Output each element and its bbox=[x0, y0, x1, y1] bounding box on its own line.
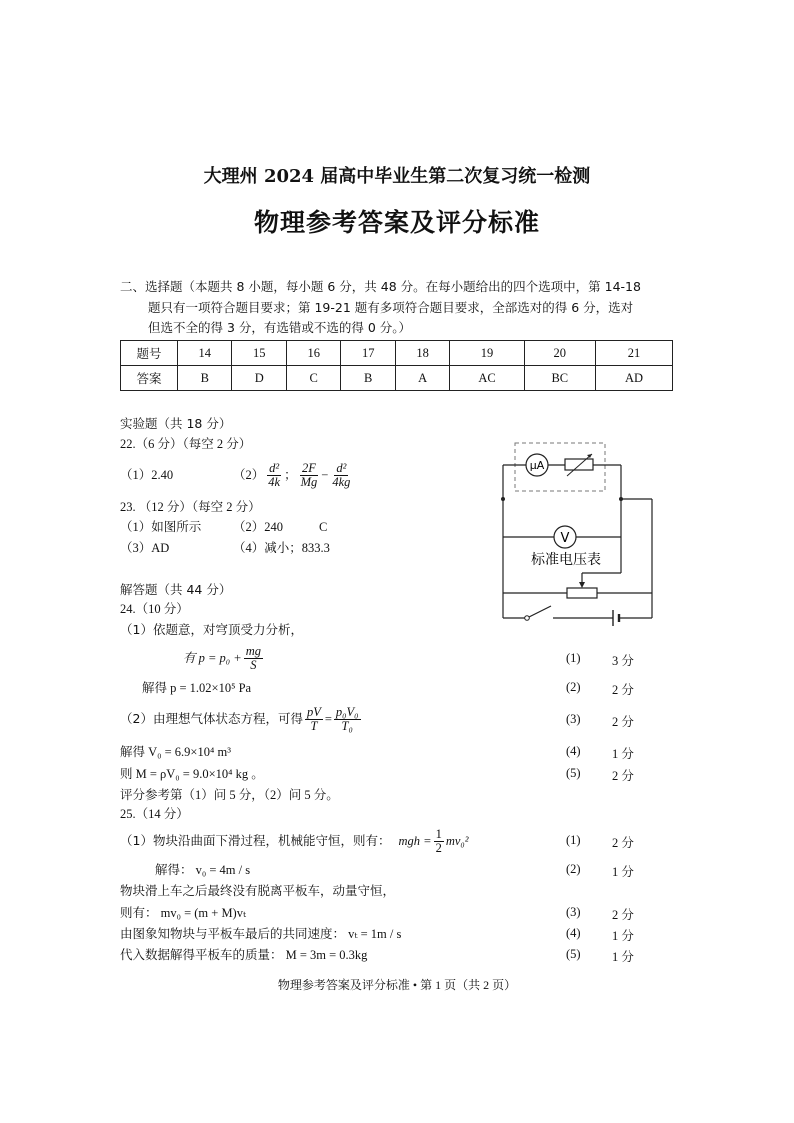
table-header-cell: 题号 bbox=[121, 341, 178, 366]
frac-denominator: T₀ bbox=[341, 718, 353, 733]
table-row-numbers bbox=[121, 341, 673, 366]
step-number: (1) bbox=[566, 651, 581, 665]
q22-fraction-3 bbox=[330, 462, 352, 489]
step-points: 2 分 bbox=[612, 769, 634, 783]
step-points: 2 分 bbox=[612, 683, 634, 697]
switch-icon bbox=[525, 616, 530, 621]
table-cell: 17 bbox=[341, 341, 395, 366]
q24-note: 评分参考第（1）问 5 分，（2）问 5 分。 bbox=[120, 788, 339, 802]
q22-heading: 22.（6 分）（每空 2 分） bbox=[120, 437, 252, 451]
q23-answer-2: （2）240 bbox=[233, 520, 284, 534]
voltmeter-label: V bbox=[560, 531, 570, 546]
q25-heading: 25.（14 分） bbox=[120, 807, 189, 821]
q24-eq3-prefix: （2）由理想气体状态方程，可得 bbox=[120, 711, 303, 726]
step-points: 2 分 bbox=[612, 908, 634, 922]
microammeter-label: μA bbox=[529, 459, 545, 472]
step-points: 1 分 bbox=[612, 929, 634, 943]
table-cell: AD bbox=[595, 366, 672, 391]
table-row-answers bbox=[121, 366, 673, 391]
q24-eq3 bbox=[120, 701, 363, 737]
mc-heading-line2: 题只有一项符合题目要求；第 19-21 题有多项符合题目要求，全部选对的得 6 分，选对 bbox=[148, 300, 634, 315]
step-number: (4) bbox=[566, 926, 581, 940]
exam-title: 大理州 2024 届高中毕业生第二次复习统一检测 bbox=[203, 166, 591, 187]
table-cell: B bbox=[341, 366, 395, 391]
q25-line3: 物块滑上车之后最终没有脱离平板车，动量守恒， bbox=[120, 883, 396, 898]
circuit-diagram bbox=[495, 438, 665, 630]
table-header-cell: 答案 bbox=[121, 366, 178, 391]
q25-line2: 解得： v₀ = 4m / s bbox=[155, 863, 251, 877]
slide-rheostat-icon bbox=[567, 588, 597, 598]
step-number: (5) bbox=[566, 947, 581, 961]
frac-numerator: d² bbox=[336, 460, 347, 475]
q24-eq5: 则 M = ρV₀ = 9.0×10⁴ kg 。 bbox=[120, 767, 264, 781]
q22-separator: ； bbox=[284, 468, 297, 482]
voltmeter-caption: 标准电压表 bbox=[531, 552, 601, 568]
q24-eq3-fraction-1 bbox=[305, 706, 323, 733]
table-cell: 14 bbox=[178, 341, 232, 366]
mc-heading-line1: 二、选择题（本题共 8 小题，每小题 6 分，共 48 分。在每小题给出的四个选项中，第 14-18 bbox=[120, 279, 641, 294]
solution-heading: 解答题（共 44 分） bbox=[120, 582, 232, 597]
step-number: (5) bbox=[566, 766, 581, 780]
q25-line5: 由图象知物块与平板车最后的共同速度： vₜ = 1m / s bbox=[120, 927, 402, 941]
table-cell: 21 bbox=[595, 341, 672, 366]
q24-eq4: 解得 V₀ = 6.9×10⁴ m³ bbox=[120, 745, 231, 759]
q22-answer-1: （1）2.40 bbox=[120, 468, 174, 482]
q25-line1-eq-prefix: mgh = bbox=[398, 834, 432, 848]
q24-eq1 bbox=[183, 640, 265, 676]
step-number: (1) bbox=[566, 833, 581, 847]
step-number: (2) bbox=[566, 680, 581, 694]
q22-answer-2 bbox=[233, 455, 354, 495]
step-points: 2 分 bbox=[612, 836, 634, 850]
q25-line1-text: （1）物块沿曲面下滑过程，机械能守恒，则有： bbox=[120, 833, 391, 848]
q25-line6: 代入数据解得平板车的质量： M = 3m = 0.3kg bbox=[120, 948, 368, 962]
q25-line1 bbox=[120, 824, 468, 858]
table-cell: D bbox=[232, 366, 286, 391]
step-number: (2) bbox=[566, 862, 581, 876]
frac-denominator: Mg bbox=[300, 474, 318, 489]
frac-numerator: mg bbox=[245, 643, 261, 658]
q23-answer-2-option: C bbox=[319, 520, 328, 534]
frac-denominator: 4kg bbox=[332, 474, 351, 489]
table-cell: 16 bbox=[286, 341, 340, 366]
mc-heading-line3: 但选不全的得 3 分，有选错或不选的得 0 分。） bbox=[148, 320, 412, 335]
q24-eq2: 解得 p = 1.02×10⁵ Pa bbox=[142, 681, 252, 695]
junction-dot bbox=[501, 497, 505, 501]
q24-eq1-prefix: 有 p = p₀ + bbox=[183, 651, 242, 665]
frac-numerator: d² bbox=[269, 460, 280, 475]
q25-line1-eq-suffix: mv₀² bbox=[445, 834, 469, 848]
slider-arrow-icon bbox=[579, 582, 585, 588]
table-cell: BC bbox=[524, 366, 595, 391]
q25-line1-fraction bbox=[434, 828, 444, 855]
table-cell: AC bbox=[450, 366, 524, 391]
table-cell: 18 bbox=[395, 341, 449, 366]
q23-answer-3: （3）AD bbox=[120, 541, 170, 555]
q24-eq3-fraction-2 bbox=[334, 706, 361, 733]
q24-line1: （1）依题意，对穹顶受力分析， bbox=[120, 622, 303, 637]
step-number: (4) bbox=[566, 744, 581, 758]
step-number: (3) bbox=[566, 712, 581, 726]
q25-line4: 则有： mv₀ = (m + M)vₜ bbox=[120, 906, 247, 920]
q24-heading: 24.（10 分） bbox=[120, 602, 189, 616]
step-points: 1 分 bbox=[612, 747, 634, 761]
table-cell: 20 bbox=[524, 341, 595, 366]
step-points: 1 分 bbox=[612, 865, 634, 879]
q22-fraction-1 bbox=[266, 462, 282, 489]
table-cell: B bbox=[178, 366, 232, 391]
answer-table bbox=[120, 340, 673, 391]
frac-denominator: 2 bbox=[435, 840, 442, 855]
step-points: 3 分 bbox=[612, 654, 634, 668]
experiment-heading: 实验题（共 18 分） bbox=[120, 416, 232, 431]
frac-denominator: T bbox=[310, 718, 318, 733]
q23-heading: 23. （12 分）（每空 2 分） bbox=[120, 500, 261, 514]
q23-answer-1: （1）如图所示 bbox=[120, 520, 202, 534]
table-cell: 19 bbox=[450, 341, 524, 366]
table-cell: 15 bbox=[232, 341, 286, 366]
step-points: 2 分 bbox=[612, 715, 634, 729]
frac-numerator: p₀V₀ bbox=[335, 704, 359, 719]
q22-answer-2-label: （2） bbox=[233, 468, 265, 482]
step-number: (3) bbox=[566, 905, 581, 919]
frac-denominator: 4k bbox=[268, 474, 281, 489]
page-title: 物理参考答案及评分标准 bbox=[253, 208, 540, 237]
table-cell: A bbox=[395, 366, 449, 391]
table-cell: C bbox=[286, 366, 340, 391]
q23-answer-4: （4）减小；833.3 bbox=[233, 541, 330, 555]
step-points: 1 分 bbox=[612, 950, 634, 964]
frac-numerator: pV bbox=[306, 704, 321, 719]
page-footer: 物理参考答案及评分标准 • 第 1 页（共 2 页） bbox=[277, 978, 517, 992]
q22-minus: − bbox=[321, 468, 329, 482]
frac-numerator: 2F bbox=[301, 460, 316, 475]
frac-numerator: 1 bbox=[435, 826, 442, 841]
rheostat-icon bbox=[565, 459, 593, 470]
q24-eq3-equals: = bbox=[324, 712, 332, 726]
q22-fraction-2 bbox=[299, 462, 320, 489]
frac-denominator: S bbox=[250, 657, 257, 672]
q24-eq1-fraction bbox=[244, 645, 263, 672]
